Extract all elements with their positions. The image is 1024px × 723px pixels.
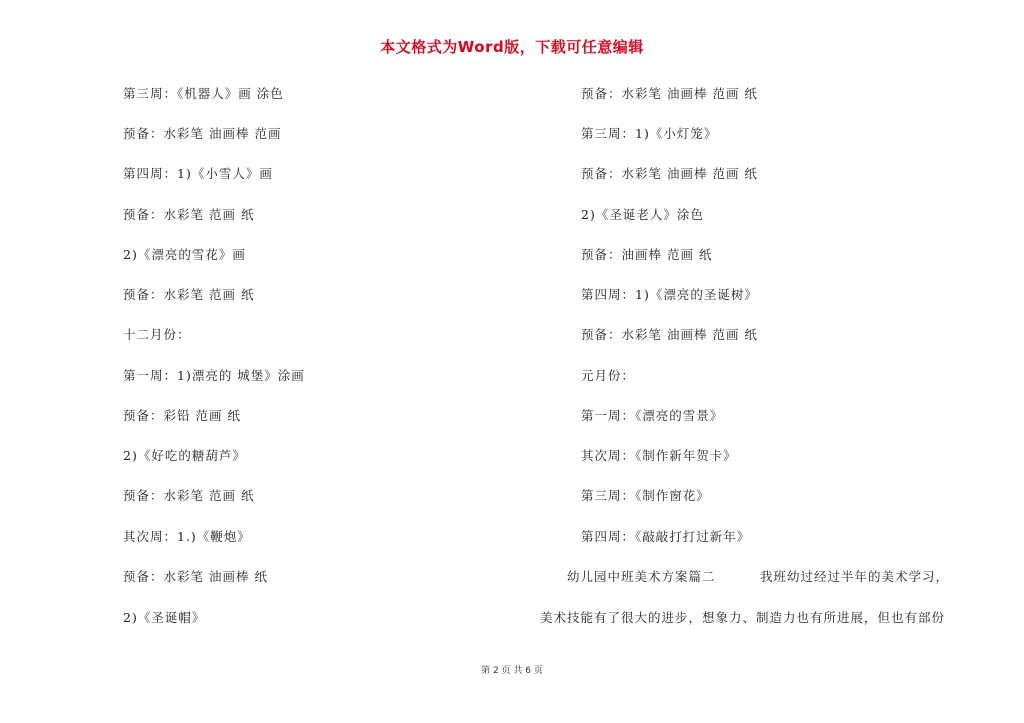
list-line: 2)《漂亮的雪花》画 xyxy=(123,247,246,262)
list-line: 预备：水彩笔 范画 纸 xyxy=(123,287,255,302)
list-line: 预备：水彩笔 油画棒 纸 xyxy=(123,569,268,584)
page-number: 第 2 页 共 6 页 xyxy=(481,666,543,676)
list-line: 预备：水彩笔 油画棒 范画 纸 xyxy=(581,86,758,101)
section-title: 幼儿园中班美术方案篇二 xyxy=(567,569,716,584)
list-line: 预备：水彩笔 范画 纸 xyxy=(123,207,255,222)
list-line: 2)《好吃的糖葫芦》 xyxy=(123,448,246,463)
month-heading: 元月份： xyxy=(581,368,636,383)
list-line: 其次周：1.)《鞭炮》 xyxy=(123,529,251,544)
month-heading: 十二月份： xyxy=(123,327,191,342)
list-line: 第四周：1)《漂亮的圣诞树》 xyxy=(581,287,758,302)
list-line: 预备：水彩笔 范画 纸 xyxy=(123,488,255,503)
list-line: 第三周：1)《小灯笼》 xyxy=(581,126,718,141)
list-line: 2)《圣诞帽》 xyxy=(123,610,206,625)
list-line: 第四周：1)《小雪人》画 xyxy=(123,166,273,181)
list-line: 第一周：《漂亮的雪景》 xyxy=(581,408,724,423)
paragraph-text: 美术技能有了很大的进步，想象力、制造力也有所进展，但也有部份 xyxy=(540,610,946,625)
download-banner: 本文格式为Word版，下载可任意编辑 xyxy=(380,38,644,56)
paragraph-text: 我班幼过经过半年的美术学习， xyxy=(760,569,950,584)
list-line: 第一周：1)漂亮的 城堡》涂画 xyxy=(123,368,305,383)
list-line: 第三周：《机器人》画 涂色 xyxy=(123,86,284,101)
list-line: 预备：水彩笔 油画棒 范画 纸 xyxy=(581,166,758,181)
list-line: 其次周：《制作新年贺卡》 xyxy=(581,448,737,463)
list-line: 第四周：《敲敲打打过新年》 xyxy=(581,529,751,544)
list-line: 预备：水彩笔 油画棒 范画 纸 xyxy=(581,327,758,342)
list-line: 预备：彩铅 范画 纸 xyxy=(123,408,241,423)
list-line: 第三周：《制作窗花》 xyxy=(581,488,710,503)
list-line: 2)《圣诞老人》涂色 xyxy=(581,207,704,222)
list-line: 预备：水彩笔 油画棒 范画 xyxy=(123,126,282,141)
list-line: 预备：油画棒 范画 纸 xyxy=(581,247,713,262)
